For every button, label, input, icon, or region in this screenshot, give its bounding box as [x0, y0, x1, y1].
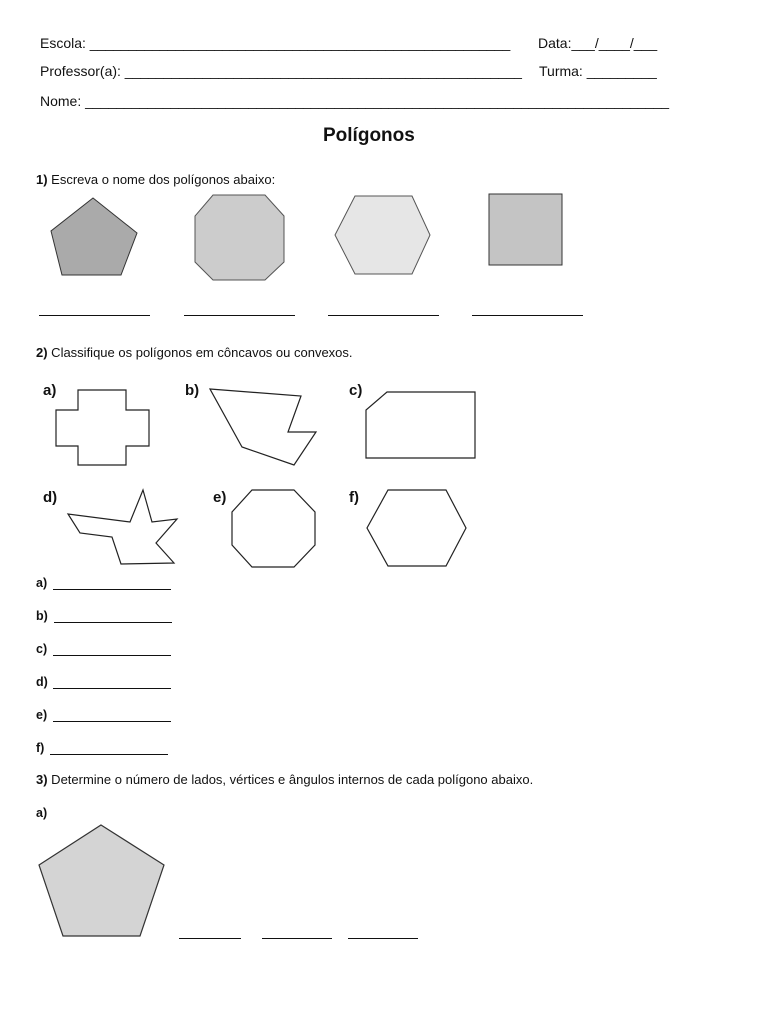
question-2-text: Classifique os polígonos em côncavos ou convexos. [47, 345, 353, 360]
answer-label-e-text: e) [36, 708, 48, 722]
answer-label-a-text: a) [36, 576, 48, 590]
answer-label-c-text: c) [36, 642, 48, 656]
shape-label-d: d) [43, 489, 58, 506]
vertices-answer-blank[interactable] [262, 938, 332, 939]
answer-label-f-text: f) [36, 741, 45, 755]
shape-label-c: c) [349, 382, 363, 399]
shape-label-b: b) [185, 382, 200, 399]
sides-answer-blank[interactable] [179, 938, 241, 939]
question-3-text: Determine o número de lados, vértices e ângulos internos de cada polígono abaixo. [47, 772, 534, 787]
question-3-number: 3) [36, 772, 48, 787]
q3-item-label-a-text: a) [36, 806, 48, 820]
shape-label-f: f) [349, 489, 359, 506]
question-1-number: 1) [36, 172, 48, 187]
date-field: Data:___/____/___ [538, 35, 658, 51]
teacher-field: Professor(a): ___________________________________________________ [40, 63, 522, 79]
question-2-number: 2) [36, 345, 48, 360]
name-field: Nome: ___________________________________________________________________________ [40, 93, 670, 109]
answer-label-d-text: d) [36, 675, 48, 689]
class-field: Turma: _________ [539, 63, 657, 79]
big-pentagon-shape [39, 825, 164, 936]
angles-answer-blank[interactable] [348, 938, 418, 939]
question-1-text: Escreva o nome dos polígonos abaixo: [47, 172, 276, 187]
school-field: Escola: ______________________________________________________ [40, 35, 511, 51]
answer-label-b-text: b) [36, 609, 48, 623]
page-title: Polígonos [323, 125, 415, 146]
shape-label-e: e) [213, 489, 227, 506]
shape-label-a: a) [43, 382, 57, 399]
